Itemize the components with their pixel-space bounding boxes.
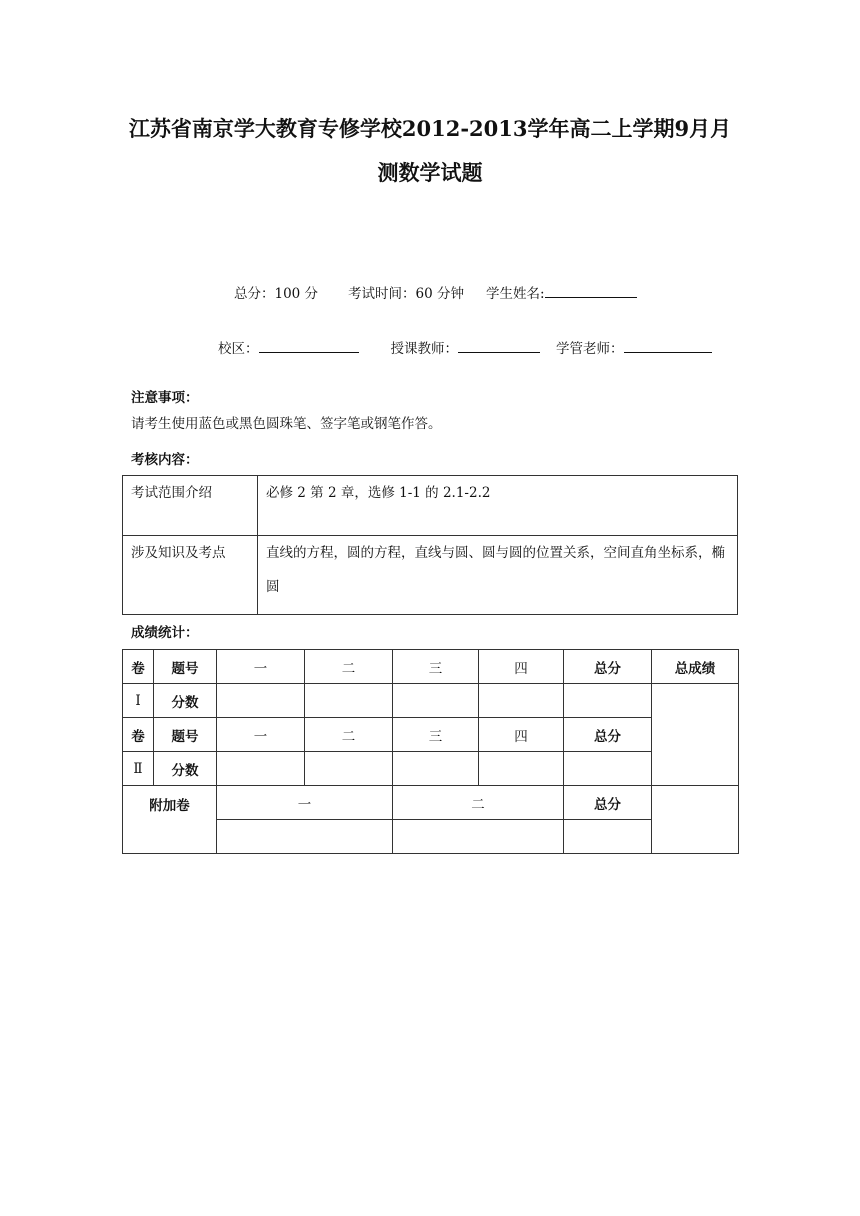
score-cell[interactable] bbox=[217, 820, 393, 854]
score-cell[interactable] bbox=[564, 820, 652, 854]
subtotal-header: 总分 bbox=[564, 650, 652, 684]
score-cell[interactable] bbox=[564, 752, 652, 786]
campus-field[interactable] bbox=[259, 338, 359, 353]
document-title-line2: 测数学试题 bbox=[377, 160, 483, 185]
scores-heading: 成绩统计： bbox=[131, 625, 199, 641]
content-table bbox=[122, 475, 738, 615]
question-header: 二 bbox=[305, 718, 393, 752]
manager-field[interactable] bbox=[624, 338, 712, 353]
campus-label: 校区： bbox=[218, 341, 259, 357]
paper2-numeral: Ⅱ bbox=[123, 752, 154, 786]
teacher-field[interactable] bbox=[458, 338, 540, 353]
total-score-text: 总分：100 分 bbox=[234, 286, 319, 302]
score-cell[interactable] bbox=[393, 752, 479, 786]
addon-extra-cell bbox=[652, 786, 739, 854]
score-cell[interactable] bbox=[217, 752, 305, 786]
manager-label: 学管老师： bbox=[556, 341, 624, 357]
score-cell[interactable] bbox=[305, 752, 393, 786]
grand-total-header: 总成绩 bbox=[652, 650, 739, 684]
notice-text: 请考生使用蓝色或黑色圆珠笔、签字笔或钢笔作答。 bbox=[131, 416, 442, 432]
paper2-label: 卷 bbox=[123, 718, 154, 752]
exam-info-row1 bbox=[234, 283, 637, 303]
teacher-label: 授课教师： bbox=[390, 341, 458, 357]
notice-heading: 注意事项： bbox=[131, 390, 199, 406]
content-value: 直线的方程，圆的方程，直线与圆、圆与圆的位置关系，空间直角坐标系，椭圆 bbox=[258, 536, 738, 615]
score-cell[interactable] bbox=[479, 752, 564, 786]
grand-total-cell[interactable] bbox=[652, 684, 739, 786]
score-cell[interactable] bbox=[305, 684, 393, 718]
student-name-label: 学生姓名: bbox=[486, 286, 545, 302]
question-header: 四 bbox=[479, 718, 564, 752]
paper1-numeral: Ⅰ bbox=[123, 684, 154, 718]
score-cell[interactable] bbox=[393, 820, 564, 854]
question-header: 一 bbox=[217, 718, 305, 752]
content-label: 考试范围介绍 bbox=[123, 476, 258, 536]
exam-time-text: 考试时间：60 分钟 bbox=[348, 286, 465, 302]
question-no-label: 题号 bbox=[154, 718, 217, 752]
content-label: 涉及知识及考点 bbox=[123, 536, 258, 615]
question-header: 三 bbox=[393, 718, 479, 752]
question-header: 一 bbox=[217, 786, 393, 820]
question-header: 一 bbox=[217, 650, 305, 684]
paper1-label: 卷 bbox=[123, 650, 154, 684]
question-no-label: 题号 bbox=[154, 650, 217, 684]
question-header: 三 bbox=[393, 650, 479, 684]
score-label: 分数 bbox=[154, 684, 217, 718]
score-cell[interactable] bbox=[217, 684, 305, 718]
score-cell[interactable] bbox=[393, 684, 479, 718]
question-header: 二 bbox=[305, 650, 393, 684]
content-heading: 考核内容： bbox=[131, 452, 199, 468]
score-cell[interactable] bbox=[479, 684, 564, 718]
subtotal-header: 总分 bbox=[564, 718, 652, 752]
score-label: 分数 bbox=[154, 752, 217, 786]
score-cell[interactable] bbox=[564, 684, 652, 718]
student-name-field[interactable] bbox=[545, 283, 637, 298]
document-title-line1: 江苏省南京学大教育专修学校2012-2013学年高二上学期9月月 bbox=[128, 116, 732, 141]
addon-paper-label: 附加卷 bbox=[123, 786, 217, 854]
subtotal-header: 总分 bbox=[564, 786, 652, 820]
question-header: 二 bbox=[393, 786, 564, 820]
score-table bbox=[122, 649, 739, 854]
content-value: 必修 2 第 2 章，选修 1-1 的 2.1-2.2 bbox=[258, 476, 738, 536]
exam-info-row2 bbox=[218, 338, 712, 358]
question-header: 四 bbox=[479, 650, 564, 684]
